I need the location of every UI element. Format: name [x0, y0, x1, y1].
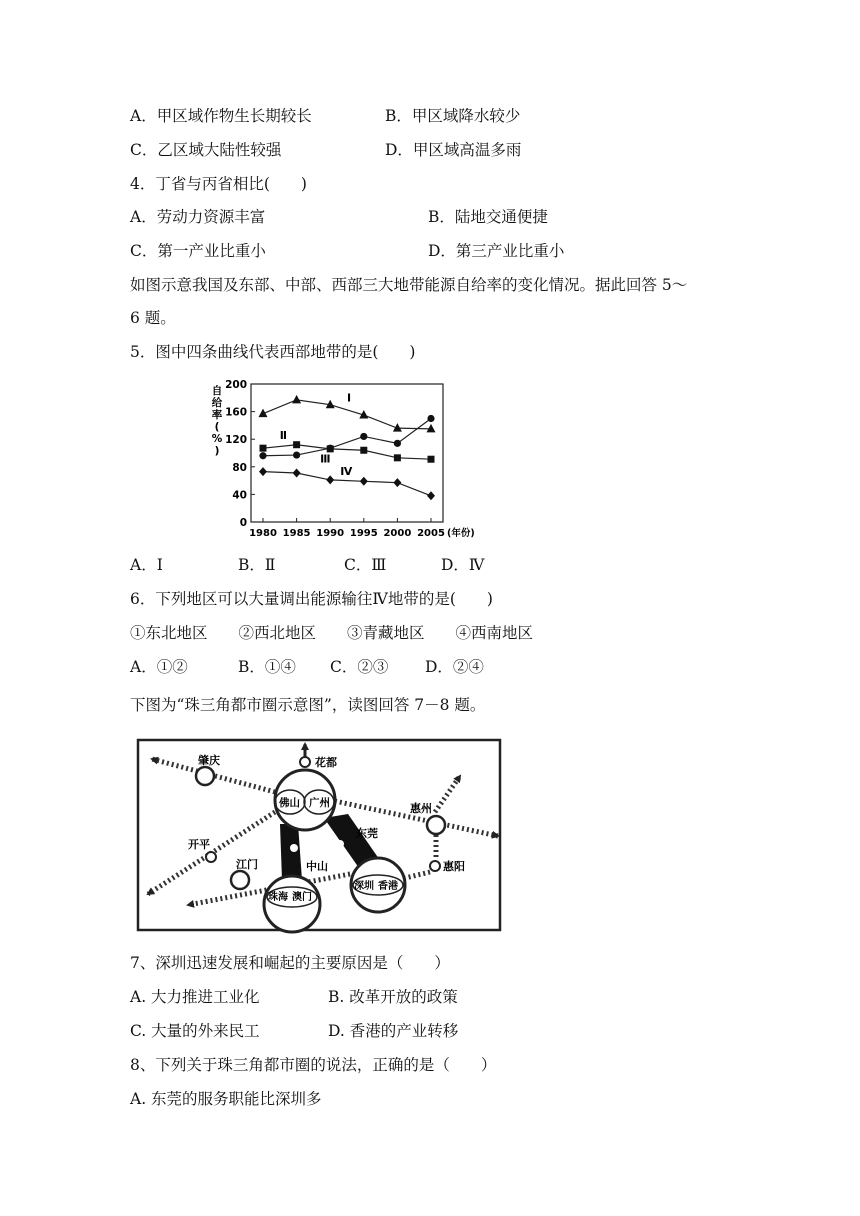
series-label: Ⅳ — [340, 465, 353, 479]
q6-items: ①东北地区 ②西北地区 ③青藏地区 ④西南地区 — [130, 624, 534, 642]
q4-stem: 4．丁省与丙省相比( ) — [130, 175, 307, 193]
city-huiyang — [430, 861, 440, 871]
y-tick-label: 120 — [225, 434, 247, 447]
label-huadu: 花都 — [315, 756, 337, 769]
label-shenzhen: 深圳 — [354, 881, 374, 892]
q6-option-b: B．①④ — [238, 658, 296, 676]
city-jiangmen — [231, 871, 249, 889]
point-square — [394, 454, 401, 461]
point-diamond — [427, 491, 435, 500]
chart-labels — [280, 391, 353, 478]
intro-7-8: 下图为“珠三角都市圈示意图”，读图回答 7－8 题。 — [130, 696, 486, 714]
label-foshan: 佛山 — [279, 797, 300, 809]
series-line-Ⅲ — [263, 419, 431, 456]
plot-frame — [251, 384, 443, 522]
label-huiyang: 惠阳 — [443, 860, 465, 873]
energy-self-sufficiency-chart — [205, 374, 485, 540]
y-tick-label: 160 — [225, 406, 247, 419]
point-circle — [293, 451, 300, 458]
q6-option-c: C．②③ — [330, 658, 389, 676]
point-diamond — [293, 469, 301, 478]
series-label: Ⅱ — [279, 429, 288, 443]
y-axis-label-char: ( — [214, 421, 220, 433]
y-axis-label-char: 率 — [211, 409, 223, 421]
q7-option-d: D. 香港的产业转移 — [328, 1022, 459, 1040]
y-axis-label-char: % — [211, 433, 223, 445]
q8-option-a: A. 东莞的服务职能比深圳多 — [130, 1090, 322, 1108]
label-dongguan: 东莞 — [356, 827, 378, 840]
point-square — [293, 441, 300, 448]
point-diamond — [360, 477, 368, 486]
point-circle — [394, 440, 401, 447]
point-circle — [360, 433, 367, 440]
y-axis-label-char: 自 — [211, 385, 223, 397]
chart-axes — [212, 379, 475, 539]
q5-option-c: C．Ⅲ — [344, 556, 387, 574]
label-zhuhai: 珠海 — [268, 892, 288, 903]
point-square — [428, 456, 435, 463]
q7-option-c: C. 大量的外来民工 — [130, 1022, 260, 1040]
point-diamond — [393, 478, 401, 487]
series-line-Ⅱ — [263, 445, 431, 459]
label-macau: 澳门 — [292, 892, 312, 903]
point-triangle — [427, 424, 436, 433]
q5-stem: 5．图中四条曲线代表西部地带的是( ) — [130, 343, 416, 361]
point-triangle — [292, 395, 301, 404]
q4-option-b: B．陆地交通便捷 — [428, 208, 548, 226]
q7-stem: 7、深圳迅速发展和崛起的主要原因是（ ） — [130, 954, 450, 972]
x-tick-label: 2005 — [417, 528, 445, 539]
q4-option-c: C．第一产业比重小 — [130, 242, 266, 260]
q4-option-a: A．劳动力资源丰富 — [130, 208, 266, 226]
q8-stem: 8、下列关于珠三角都市圈的说法，正确的是（ ） — [130, 1056, 497, 1074]
city-huizhou — [427, 816, 445, 834]
series-label: Ⅲ — [320, 452, 331, 466]
y-axis-label-char: ) — [214, 445, 220, 457]
q3-option-a: A．甲区域作物生长期较长 — [130, 107, 312, 125]
intro-5-6-line1: 如图示意我国及东部、中部、西部三大地带能源自给率的变化情况。据此回答 5～ — [130, 276, 688, 294]
q7-option-a: A. 大力推进工业化 — [130, 988, 260, 1006]
x-tick-label: 1995 — [349, 528, 378, 539]
q5-option-b: B．Ⅱ — [238, 556, 276, 574]
q3-option-c: C．乙区域大陆性较强 — [130, 141, 282, 159]
label-jiangmen: 江门 — [236, 858, 258, 871]
point-circle — [327, 445, 334, 452]
y-tick-label: 200 — [225, 379, 247, 391]
x-tick-label: 2000 — [383, 528, 412, 539]
q6-option-d: D．②④ — [425, 658, 484, 676]
chart-series — [259, 395, 436, 500]
point-square — [360, 447, 367, 454]
x-tick-label: 1985 — [282, 528, 311, 539]
y-axis-label-char: 给 — [211, 397, 223, 409]
q3-option-d: D．甲区域高温多雨 — [385, 141, 522, 159]
point-square — [260, 445, 267, 452]
intro-5-6-line2: 6 题。 — [130, 309, 176, 327]
y-tick-label: 0 — [239, 517, 247, 529]
series-label: Ⅰ — [347, 391, 352, 405]
q3-option-b: B．甲区域降水较少 — [385, 107, 521, 125]
q5-option-a: A．Ⅰ — [130, 556, 163, 574]
x-tick-label: 1980 — [249, 528, 277, 539]
label-kaiping: 开平 — [188, 838, 210, 851]
city-huadu — [300, 757, 310, 767]
x-axis-label: (年份) — [447, 528, 475, 539]
q4-option-d: D．第三产业比重小 — [428, 242, 565, 260]
label-huizhou: 惠州 — [410, 802, 432, 815]
label-zhongshan: 中山 — [306, 860, 328, 873]
q6-stem: 6．下列地区可以大量调出能源输往Ⅳ地带的是( ) — [130, 590, 493, 608]
point-diamond — [259, 467, 267, 476]
x-tick-label: 1990 — [316, 528, 345, 539]
q5-option-d: D．Ⅳ — [441, 556, 485, 574]
label-hongkong: 香港 — [378, 881, 398, 892]
q6-option-a: A．①② — [130, 658, 188, 676]
city-kaiping — [206, 852, 216, 862]
city-zhaoqing — [196, 767, 214, 785]
point-diamond — [326, 475, 334, 484]
y-tick-label: 80 — [232, 461, 247, 474]
label-zhaoqing: 肇庆 — [198, 754, 220, 767]
q7-option-b: B. 改革开放的政策 — [328, 988, 458, 1006]
point-circle — [259, 452, 266, 459]
prd-metropolitan-map — [130, 732, 508, 936]
label-guangzhou: 广州 — [309, 797, 330, 809]
point-circle — [427, 415, 434, 422]
y-tick-label: 40 — [232, 489, 247, 502]
